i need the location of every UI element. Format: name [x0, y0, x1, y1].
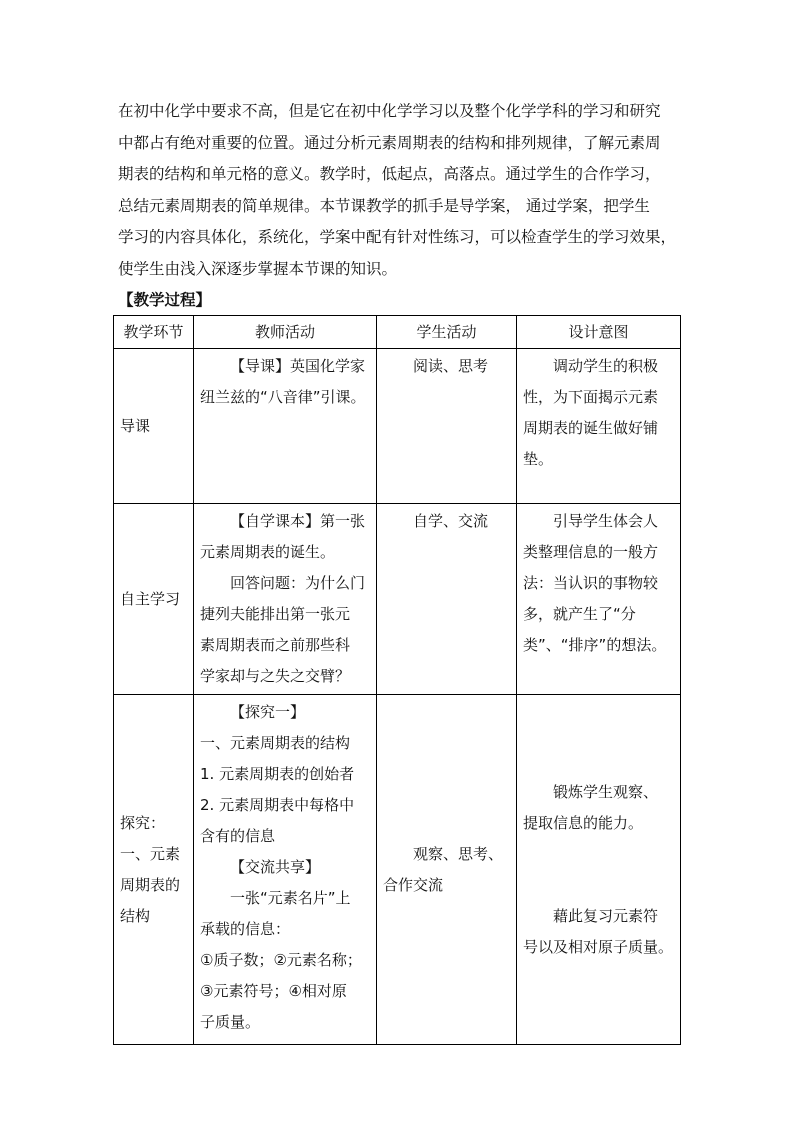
teacher-line: 素周期表而之前那些科 [200, 636, 351, 654]
teacher-line: 捷列夫能排出第一张元 [200, 605, 351, 623]
intent-line: 提取信息的能力。 [523, 813, 644, 832]
intent-line: 调动学生的积极 [553, 357, 659, 375]
stage-cell [114, 695, 194, 1045]
intro-line: 在初中化学中要求不高，但是它在初中化学学习以及整个化学学科的学习和研究 [118, 102, 661, 120]
header-design-intent: 设计意图 [517, 316, 681, 349]
teacher-line: 1. 元素周期表的创始者 [200, 765, 355, 783]
stage-cell: 自主学习 [114, 504, 194, 695]
intent-cell [517, 695, 681, 1045]
table-row [114, 349, 681, 504]
table-row [114, 504, 681, 695]
intent-line: 锻炼学生观察、 [553, 782, 659, 801]
teacher-line: 纽兰兹的“八音律”引课。 [200, 388, 366, 406]
teacher-line: 【探究一】 [230, 703, 306, 721]
intent-line: 垫。 [523, 450, 554, 468]
table-row [114, 695, 681, 1045]
teacher-line: 含有的信息 [200, 827, 276, 845]
teacher-cell [194, 349, 377, 504]
intent-spacer [523, 839, 674, 901]
stage-cell: 导课 [114, 349, 194, 504]
teacher-line: 一、元素周期表的结构 [200, 734, 351, 752]
teacher-line: 2. 元素周期表中每格中 [200, 796, 355, 814]
header-teacher-activity: 教师活动 [194, 316, 377, 349]
teacher-line: ③元素符号；④相对原 [200, 982, 347, 1000]
intent-line: 类”、“排序”的想法。 [523, 636, 667, 654]
student-line: 观察、思考、 [413, 844, 504, 863]
header-stage: 教学环节 [114, 316, 194, 349]
intro-line: 期表的结构和单元格的意义。教学时，低起点，高落点。通过学生的合作学习， [118, 165, 661, 183]
teacher-line: 【交流共享】 [230, 858, 321, 876]
stage-line: 周期表的 [120, 875, 181, 894]
stage-line: 探究： [120, 813, 166, 832]
intro-line: 总结元素周期表的简单规律。本节课教学的抓手是导学案， 通过学案，把学生 [118, 196, 650, 215]
intent-line: 藉此复习元素符 [553, 906, 659, 925]
section-title: 【教学过程】 [118, 291, 212, 309]
teacher-line: 学家却与之失之交臂？ [200, 667, 351, 685]
intent-line: 类整理信息的一般方 [523, 543, 659, 561]
intent-line: 性，为下面揭示元素 [523, 388, 659, 406]
intent-cell [517, 349, 681, 504]
intent-line: 多，就产生了“分 [523, 605, 636, 623]
teacher-cell [194, 504, 377, 695]
teacher-line: 【导课】英国化学家 [230, 357, 366, 375]
student-line: 阅读、思考 [413, 357, 489, 375]
student-line: 自学、交流 [413, 512, 489, 530]
intro-line: 使学生由浅入深逐步掌握本节课的知识。 [118, 259, 398, 278]
teacher-line: 子质量。 [200, 1013, 261, 1031]
table-header-row [114, 316, 681, 349]
header-student-activity: 学生活动 [377, 316, 517, 349]
intro-paragraph [118, 96, 683, 285]
student-cell [377, 695, 517, 1045]
intro-line: 中都占有绝对重要的位置。通过分析元素周期表的结构和排列规律，了解元素周 [118, 133, 661, 152]
stage-line: 一、元素 [120, 844, 181, 863]
teacher-line: 回答问题：为什么门 [230, 574, 366, 592]
teacher-line: ①质子数；②元素名称； [200, 951, 362, 969]
teacher-line: 元素周期表的诞生。 [200, 543, 336, 561]
teacher-line: 【自学课本】第一张 [230, 512, 366, 530]
intent-line: 周期表的诞生做好铺 [523, 419, 659, 437]
teacher-cell [194, 695, 377, 1045]
teacher-line: 承载的信息： [200, 920, 291, 938]
intro-line: 学习的内容具体化，系统化，学案中配有针对性练习，可以检查学生的学习效果， [118, 228, 677, 246]
intent-cell [517, 504, 681, 695]
student-cell [377, 504, 517, 695]
student-cell [377, 349, 517, 504]
intent-line: 法：当认识的事物较 [523, 574, 659, 592]
lesson-process-table [113, 315, 681, 1045]
intent-line: 号以及相对原子质量。 [523, 937, 674, 956]
teacher-line: 一张“元素名片”上 [230, 889, 351, 907]
stage-line: 结构 [120, 906, 151, 925]
intent-line: 引导学生体会人 [553, 512, 659, 530]
student-line: 合作交流 [383, 875, 444, 894]
